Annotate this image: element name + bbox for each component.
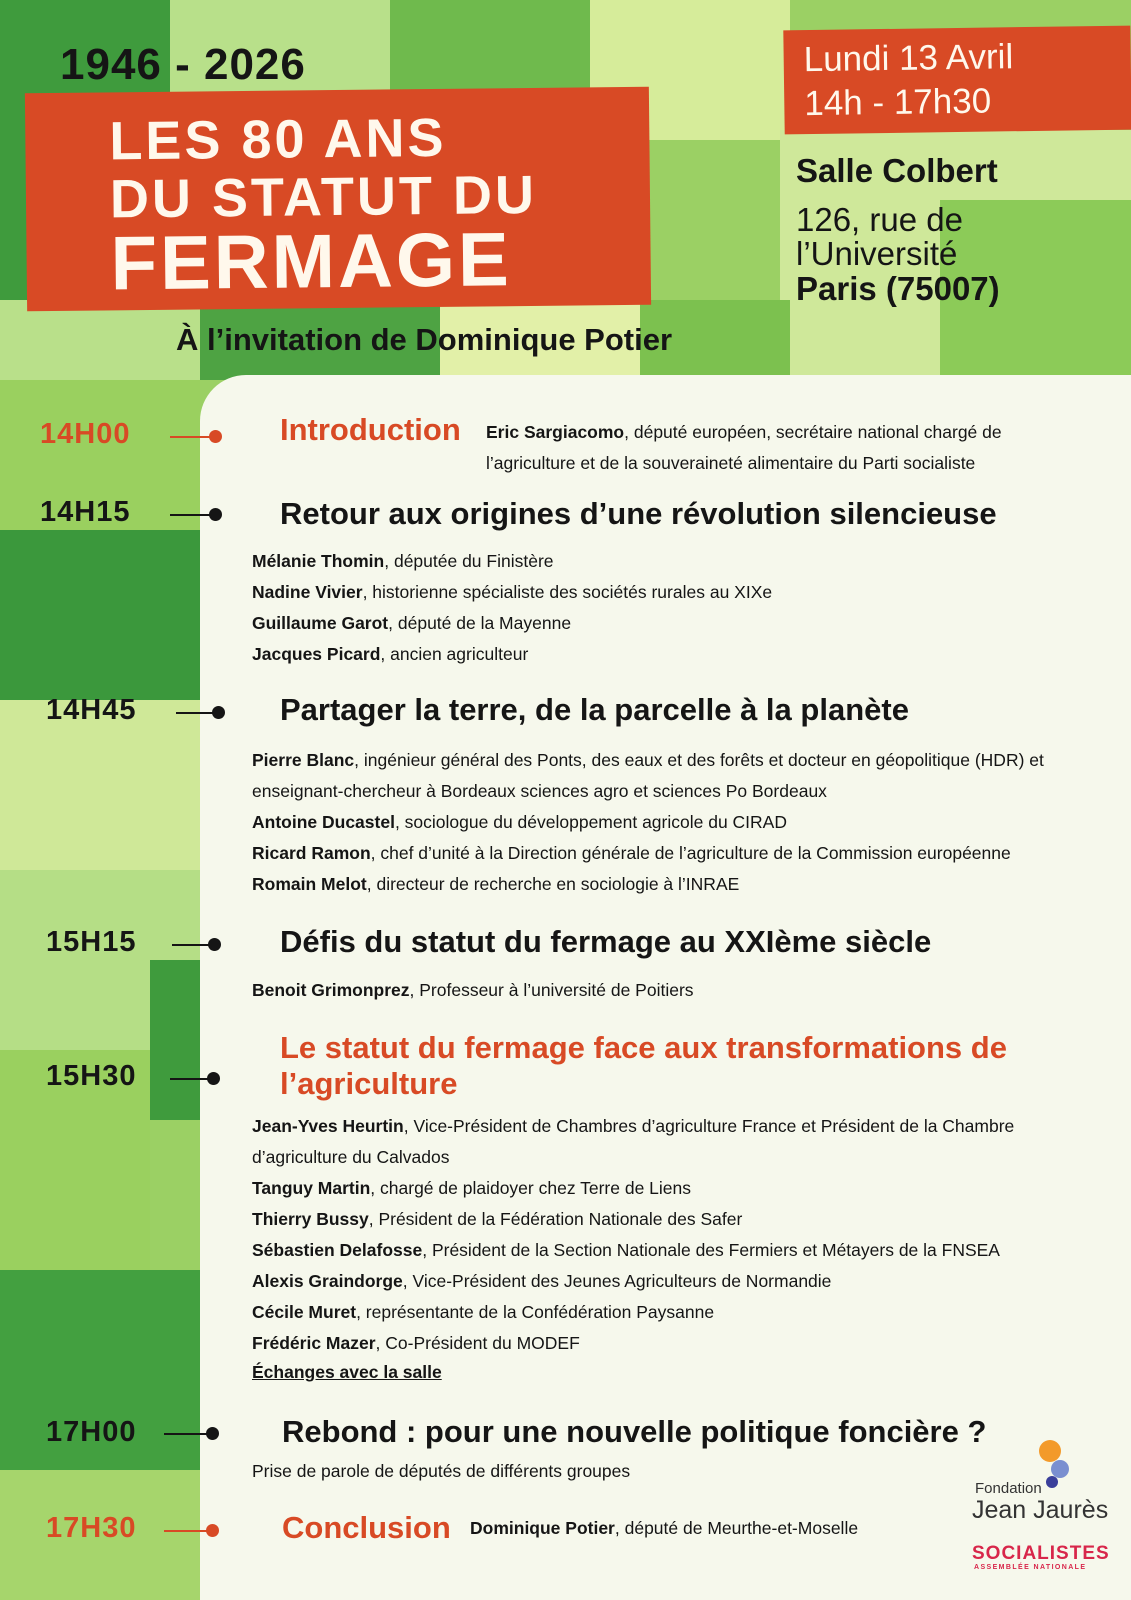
speaker-role: l’agriculture et de la souveraineté alimentaire du Parti socialiste xyxy=(486,453,976,473)
speaker-line xyxy=(252,874,739,895)
speaker-line xyxy=(252,1271,831,1292)
jean-jaures-label: Jean Jaurès xyxy=(972,1496,1109,1524)
introduction-speaker xyxy=(486,417,1002,479)
timeline-dot xyxy=(209,508,222,521)
timeline-connector xyxy=(170,436,214,438)
speaker-name: Jacques Picard xyxy=(252,644,381,664)
session-title-transformations-2: l’agriculture xyxy=(280,1066,458,1101)
speaker-name: Guillaume Garot xyxy=(252,613,389,633)
time-1415: 14H15 xyxy=(40,496,131,528)
speaker-role: , Professeur à l’université de Poitiers xyxy=(409,980,694,1000)
title-line-2: DU STATUT DU xyxy=(109,164,538,230)
speaker-line xyxy=(252,812,787,833)
session-title-conclusion: Conclusion xyxy=(282,1510,451,1545)
session-title-partager: Partager la terre, de la parcelle à la planète xyxy=(280,692,909,727)
timeline-dot xyxy=(212,706,225,719)
event-time: 14h - 17h30 xyxy=(804,81,992,124)
timeline-dot xyxy=(206,1427,219,1440)
speaker-role: , Président de la Section Nationale des Fermiers et Métayers de la FNSEA xyxy=(422,1240,1000,1260)
timeline-connector xyxy=(164,1530,212,1532)
event-date: Lundi 13 Avril xyxy=(803,37,1014,80)
title-banner xyxy=(25,87,651,312)
speaker-name: Alexis Graindorge xyxy=(252,1271,403,1291)
speaker-line xyxy=(252,1333,580,1354)
speaker-name: Antoine Ducastel xyxy=(252,812,395,832)
exchange-with-audience: Échanges avec la salle xyxy=(252,1362,442,1382)
speaker-line xyxy=(252,582,772,603)
rebond-note: Prise de parole de députés de différents groupes xyxy=(252,1461,631,1481)
speaker-role: , chargé de plaidoyer chez Terre de Liens xyxy=(370,1178,692,1198)
invitation-line: À l’invitation de Dominique Potier xyxy=(176,322,673,357)
speaker-line xyxy=(252,644,528,665)
speaker-line xyxy=(252,613,571,634)
speaker-role: , Vice-Président des Jeunes Agriculteurs de Normandie xyxy=(402,1271,832,1291)
speaker-name: Ricard Ramon xyxy=(252,843,371,863)
speaker-name: Thierry Bussy xyxy=(252,1209,369,1229)
speaker-role: , Vice-Président de Chambres d’agriculture France et Président de la Chambre xyxy=(403,1116,1015,1136)
speaker-name: Nadine Vivier xyxy=(252,582,363,602)
speaker-name: Sébastien Delafosse xyxy=(252,1240,423,1260)
speaker-role: enseignant-chercheur à Bordeaux sciences agro et sciences Po Bordeaux xyxy=(252,781,827,801)
address-line-1: 126, rue de xyxy=(796,201,963,238)
session-title-rebond: Rebond : pour une nouvelle politique foncière ? xyxy=(282,1414,987,1449)
title-line-3: FERMAGE xyxy=(110,217,513,307)
session-title-introduction: Introduction xyxy=(280,412,461,447)
speaker-name: Mélanie Thomin xyxy=(252,551,385,571)
conclusion-speaker xyxy=(470,1518,858,1539)
speaker-line xyxy=(252,1240,1000,1261)
session-title-origines: Retour aux origines d’une révolution silencieuse xyxy=(280,496,997,531)
speaker-line xyxy=(252,1116,1014,1137)
venue-name: Salle Colbert xyxy=(796,152,998,189)
timeline-connector xyxy=(170,1078,212,1080)
venue-city: Paris (75007) xyxy=(796,270,1000,307)
speaker-name: Pierre Blanc xyxy=(252,750,355,770)
speaker-name: Dominique Potier xyxy=(470,1518,615,1538)
speaker-role: , député de Meurthe-et-Moselle xyxy=(614,1518,859,1538)
speaker-name: Frédéric Mazer xyxy=(252,1333,376,1353)
timeline-dot xyxy=(207,1072,220,1085)
speaker-name: Romain Melot xyxy=(252,874,367,894)
time-1445: 14H45 xyxy=(46,694,137,726)
speaker-role: , chef d’unité à la Direction générale de l’agriculture de la Commission européenne xyxy=(370,843,1011,863)
time-1515: 15H15 xyxy=(46,926,137,958)
session-title-transformations-1: Le statut du fermage face aux transformations de xyxy=(280,1030,1007,1065)
speaker-role: , directeur de recherche en sociologie à l’INRAE xyxy=(366,874,740,894)
session-title-defis: Défis du statut du fermage au XXIème siècle xyxy=(280,924,932,959)
socialistes-logo: SOCIALISTES xyxy=(972,1543,1110,1564)
speaker-role: d’agriculture du Calvados xyxy=(252,1147,450,1167)
fondation-label: Fondation xyxy=(975,1480,1042,1497)
speaker-line xyxy=(252,551,554,572)
speaker-line xyxy=(252,1209,742,1230)
speaker-name: Benoit Grimonprez xyxy=(252,980,410,1000)
speaker-name: Cécile Muret xyxy=(252,1302,357,1322)
speaker-role: , député européen, secrétaire national chargé de xyxy=(624,422,1002,442)
timeline-connector xyxy=(170,514,214,516)
speaker-line xyxy=(252,1302,714,1323)
speaker-line xyxy=(252,750,1044,771)
speaker-role: , ingénieur général des Ponts, des eaux et des forêts et docteur en géopolitique (HDR) et xyxy=(354,750,1044,770)
speaker-line xyxy=(252,1147,449,1168)
time-1730: 17H30 xyxy=(46,1512,137,1544)
time-1400: 14H00 xyxy=(40,418,131,450)
speaker-line xyxy=(252,843,1011,864)
years-heading: 1946 - 2026 xyxy=(60,40,306,89)
title-line-1: LES 80 ANS xyxy=(109,107,447,172)
address-line-2: l’Université xyxy=(796,235,958,272)
speaker-role: , sociologue du développement agricole du CIRAD xyxy=(394,812,787,832)
timeline-dot xyxy=(206,1524,219,1537)
date-banner xyxy=(783,26,1131,135)
speaker-role: , historienne spécialiste des sociétés rurales au XIXe xyxy=(362,582,773,602)
time-1530: 15H30 xyxy=(46,1060,137,1092)
timeline-dot xyxy=(208,938,221,951)
speaker-line xyxy=(252,1178,691,1199)
speaker-line xyxy=(252,980,694,1001)
speaker-line xyxy=(252,781,827,802)
speaker-role: , députée du Finistère xyxy=(384,551,554,571)
speaker-role: , député de la Mayenne xyxy=(388,613,572,633)
speaker-name: Tanguy Martin xyxy=(252,1178,371,1198)
assemblee-label: ASSEMBLÉE NATIONALE xyxy=(974,1564,1087,1571)
timeline-dot xyxy=(209,430,222,443)
speaker-role: , ancien agriculteur xyxy=(380,644,529,664)
speaker-role: , Co-Président du MODEF xyxy=(375,1333,580,1353)
speaker-name: Eric Sargiacomo xyxy=(486,422,625,442)
timeline-connector xyxy=(164,1433,212,1435)
speaker-role: , Président de la Fédération Nationale des Safer xyxy=(368,1209,743,1229)
speaker-role: , représentante de la Confédération Paysanne xyxy=(356,1302,715,1322)
speaker-name: Jean-Yves Heurtin xyxy=(252,1116,404,1136)
time-1700: 17H00 xyxy=(46,1416,137,1448)
